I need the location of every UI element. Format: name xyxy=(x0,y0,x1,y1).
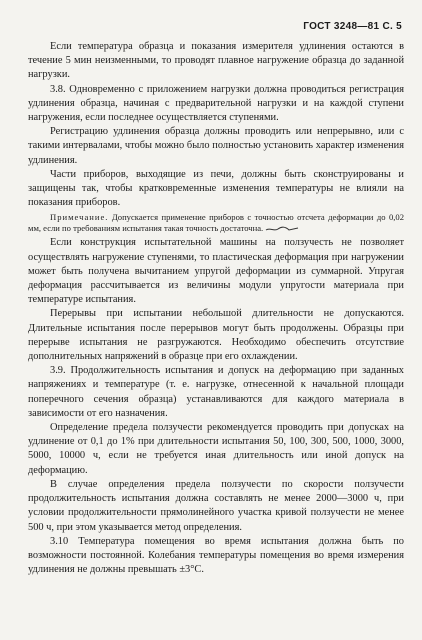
paragraph: Если температура образца и показания измерителя удлинения остаются в течение 5 мин неизменными, то проводят плавное нагружение образца до заданной нагрузки. xyxy=(28,41,404,81)
page-header: ГОСТ 3248—81 С. 5 xyxy=(303,21,402,32)
paragraph: В случае определения предела ползучести по скорости ползучести продолжительность испытания должна составлять не менее 2000—3000 ч, при условии продолжительности прямолинейного участка кривой ползучести не менее 500 ч, при этом указывается метод определения. xyxy=(28,478,404,533)
note-label: Примечание. xyxy=(50,212,109,223)
paragraph: 3.10 Температура помещения во время испытания должна быть по возможности постоянной. Колебания температуры помещения во время измерения удлинения не должны превышать ±3°С. xyxy=(28,535,404,576)
handwritten-mark-icon xyxy=(265,225,299,233)
paragraph: Части приборов, выходящие из печи, должны быть сконструированы и защищены так, чтобы кратковременные изменения температуры не влияли на показания приборов. xyxy=(28,168,404,209)
note xyxy=(28,212,404,234)
paragraph: Если конструкция испытательной машины на ползучесть не позволяет осуществлять нагружение ступенями, то пластическая деформация при нагружении может быть получена вычитанием упругой деформации из суммарной. Упругая деформация рассчитывается из величины модули упругости материала при температуре испытания. xyxy=(28,237,404,306)
paragraph: Регистрацию удлинения образца должны проводить или непрерывно, или с такими интервалами, чтобы можно было полностью установить характер изменения удлинения. xyxy=(28,126,404,166)
note-text: Допускается применение приборов с точностью отсчета деформации до 0,02 мм, если по требованиям испытания такая точность достаточна. xyxy=(28,212,404,234)
document-body xyxy=(28,40,404,577)
paragraph: Перерывы при испытании небольшой длительности не допускаются. Длительные испытания после перерывов могут быть продолжены. Образцы при перерыве испытания не разгружаются. Необходимо обеспечить отсутствие дополнительных напряжений в образце при его охлаждении. xyxy=(28,308,404,363)
paragraph: Определение предела ползучести рекомендуется проводить при допусках на удлинение от 0,1 до 1% при длительности испытания 50, 100, 300, 500, 1000, 3000, 5000, 10000 ч, если не требуется иная длительность или иной допуск на деформацию. xyxy=(28,422,404,476)
paragraph: 3.9. Продолжительность испытания и допуск на деформацию при заданных напряжениях и температуре (т. е. нагрузке, отнесенной к начальной площади поперечного сечения образца) устанавливаются для каждого материала в зависимости от его назначения. xyxy=(28,365,404,419)
paragraph: 3.8. Одновременно с приложением нагрузки должна проводиться регистрация удлинения образца, начиная с предварительной нагрузки и на каждой ступени нагружения, если последнее осуществляется ступенями. xyxy=(28,83,404,124)
